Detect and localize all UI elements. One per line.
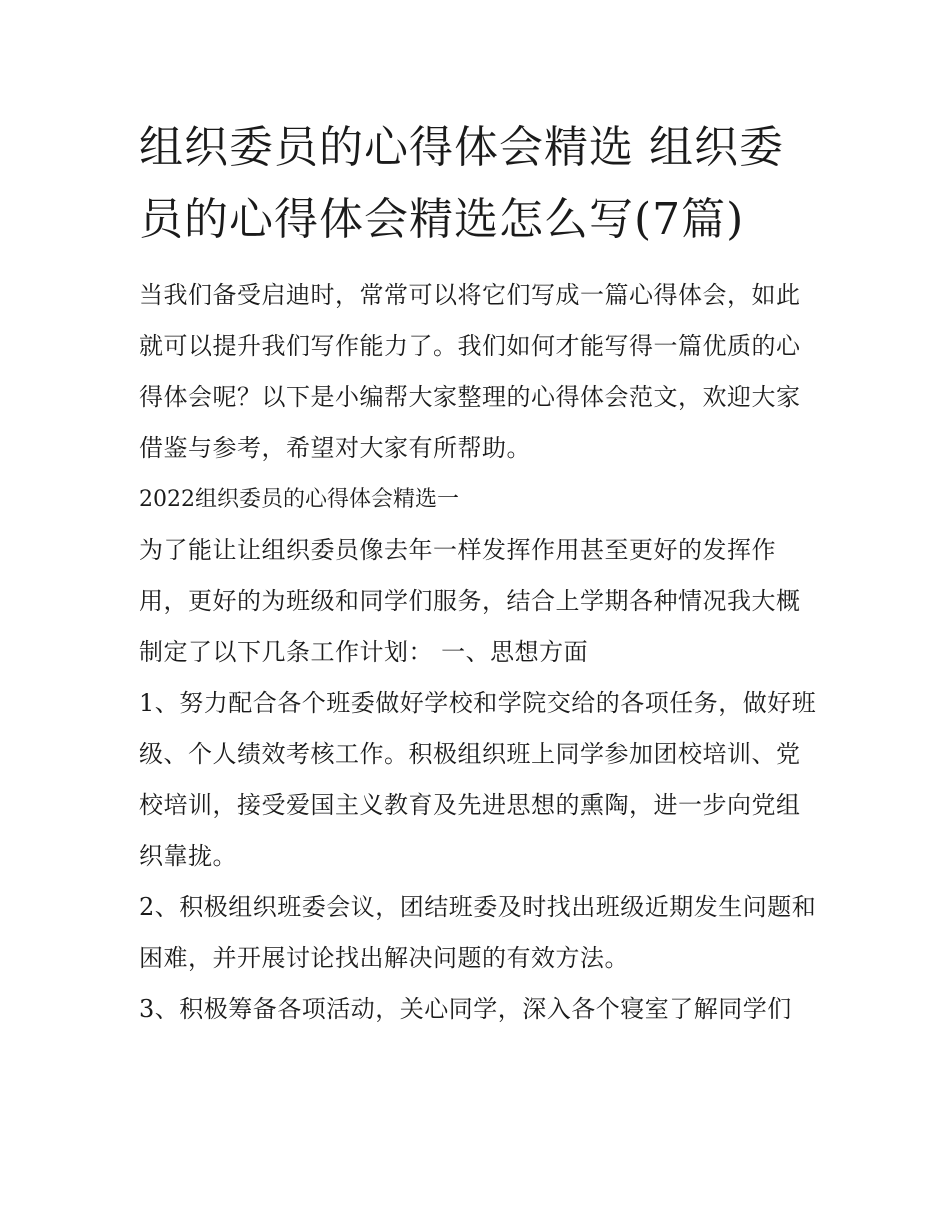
list-item-2: 2、积极组织班委会议，团结班委及时找出班级近期发生问题和困难，并开展讨论找出解决问题的有效方法。 <box>139 893 817 972</box>
section-intro-paragraph: 为了能让让组织委员像去年一样发挥作用甚至更好的发挥作用，更好的为班级和同学们服务，结合上学期各种情况我大概制定了以下几条工作计划： 一、思想方面 <box>139 536 801 666</box>
list-item-1: 1、努力配合各个班委做好学校和学院交给的各项任务，做好班级、个人绩效考核工作。积极组织班上同学参加团校培训、党校培训，接受爱国主义教育及先进思想的熏陶，进一步向党组织靠拢。 <box>139 689 817 870</box>
document-page <box>139 112 819 1035</box>
section-heading: 2022组织委员的心得体会精选一 <box>139 487 459 512</box>
list-item-3: 3、积极筹备各项活动，关心同学，深入各个寝室了解同学们 <box>139 995 792 1023</box>
document-title: 组织委员的心得体会精选 组织委员的心得体会精选怎么写(7篇) <box>139 122 784 245</box>
intro-paragraph: 当我们备受启迪时，常常可以将它们写成一篇心得体会，如此就可以提升我们写作能力了。我们如何才能写得一篇优质的心得体会呢？以下是小编帮大家整理的心得体会范文，欢迎大家借鉴与参考，希望对大家有所帮助。 <box>139 281 801 462</box>
